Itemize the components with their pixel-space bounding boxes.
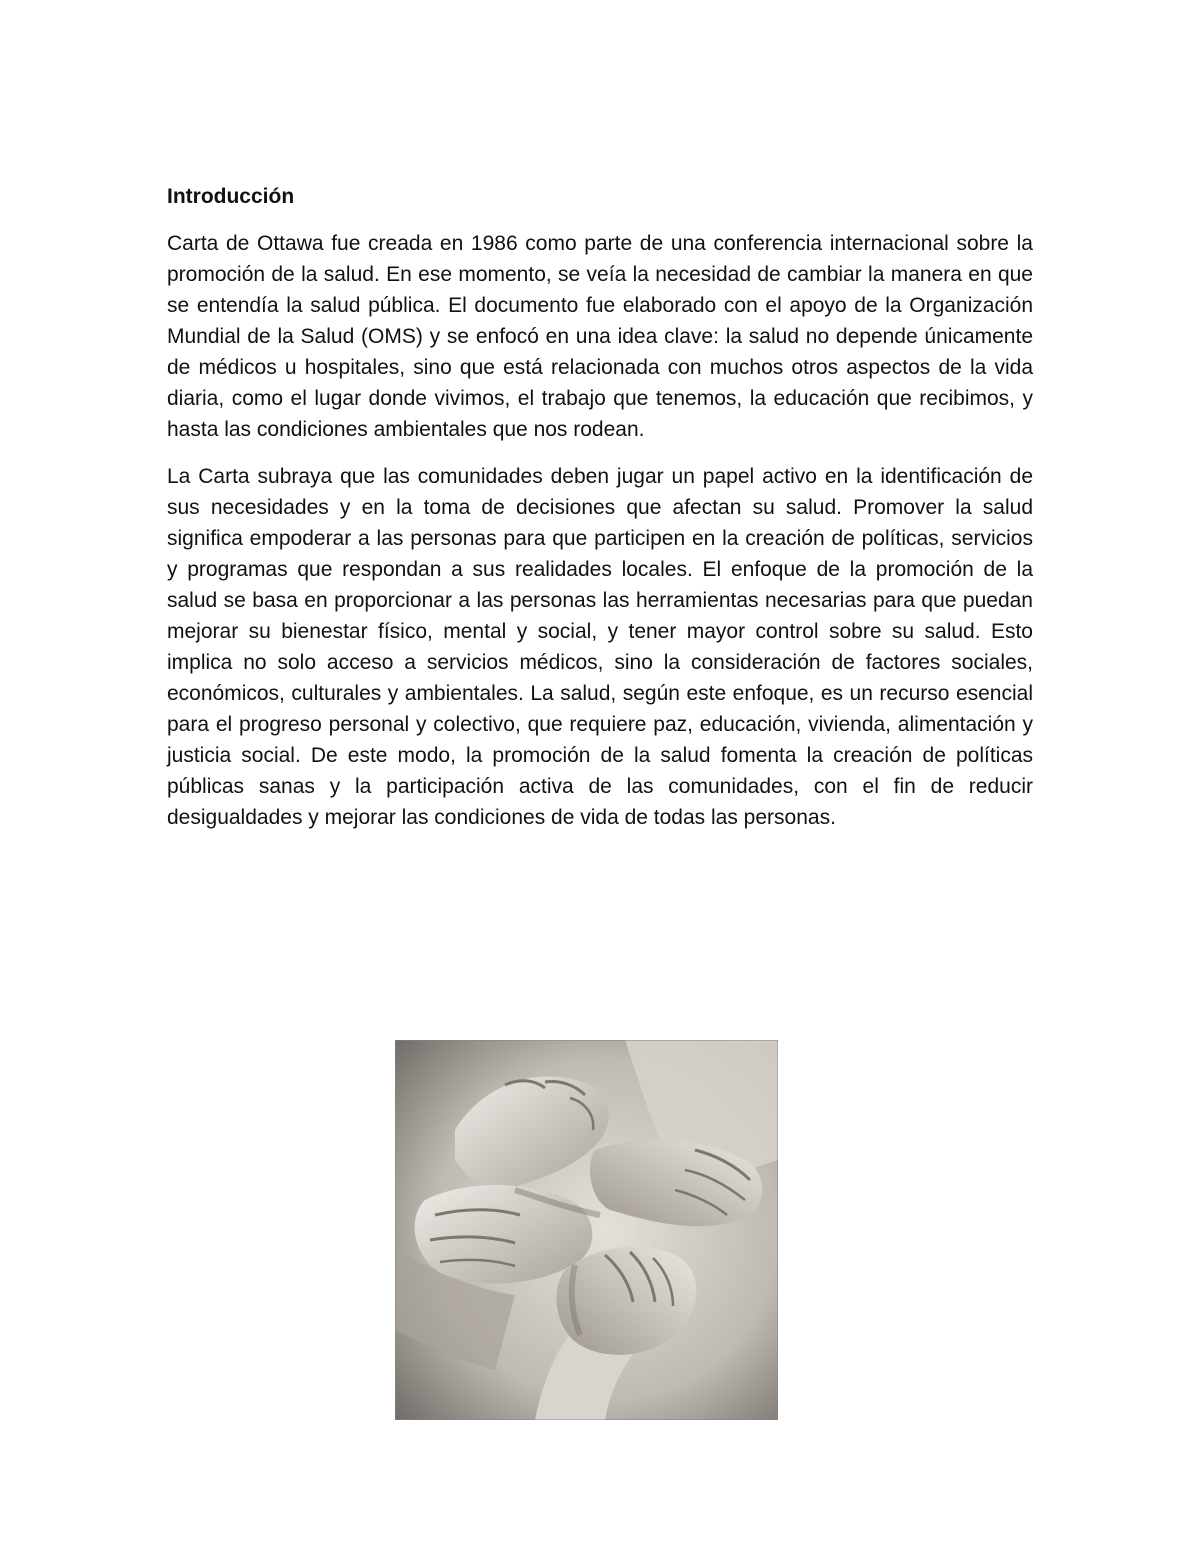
- document-body: [167, 182, 1033, 849]
- paragraph-1: Carta de Ottawa fue creada en 1986 como parte de una conferencia internacional sobre la promoción de la salud. En ese momento, se veía la necesidad de cambiar la manera en que se entendía la salud pública. El documento fue elaborado con el apoyo de la Organización Mundial de la Salud (OMS) y se enfocó en una idea clave: la salud no depende únicamente de médicos u hospitales, sino que está relacionada con muchos otros aspectos de la vida diaria, como el lugar donde vivimos, el trabajo que tenemos, la educación que recibimos, y hasta las condiciones ambientales que nos rodean.: [167, 232, 1033, 441]
- interlocked-hands-icon: [395, 1040, 778, 1420]
- paragraph-2: La Carta subraya que las comunidades deben jugar un papel activo en la identificación de sus necesidades y en la toma de decisiones que afectan su salud. Promover la salud significa empoderar a las personas para que participen en la creación de políticas, servicios y programas que respondan a sus realidades locales. El enfoque de la promoción de la salud se basa en proporcionar a las personas las herramientas necesarias para que puedan mejorar su bienestar físico, mental y social, y tener mayor control sobre su salud. Esto implica no solo acceso a servicios médicos, sino la consideración de factores sociales, económicos, culturales y ambientales. La salud, según este enfoque, es un recurso esencial para el progreso personal y colectivo, que requiere paz, educación, vivienda, alimentación y justicia social. De este modo, la promoción de la salud fomenta la creación de políticas públicas sanas y la participación activa de las comunidades, con el fin de reducir desigualdades y mejorar las condiciones de vida de todas las personas.: [167, 465, 1033, 829]
- section-heading: Introducción: [167, 185, 295, 208]
- interlocked-hands-image: [395, 1040, 778, 1420]
